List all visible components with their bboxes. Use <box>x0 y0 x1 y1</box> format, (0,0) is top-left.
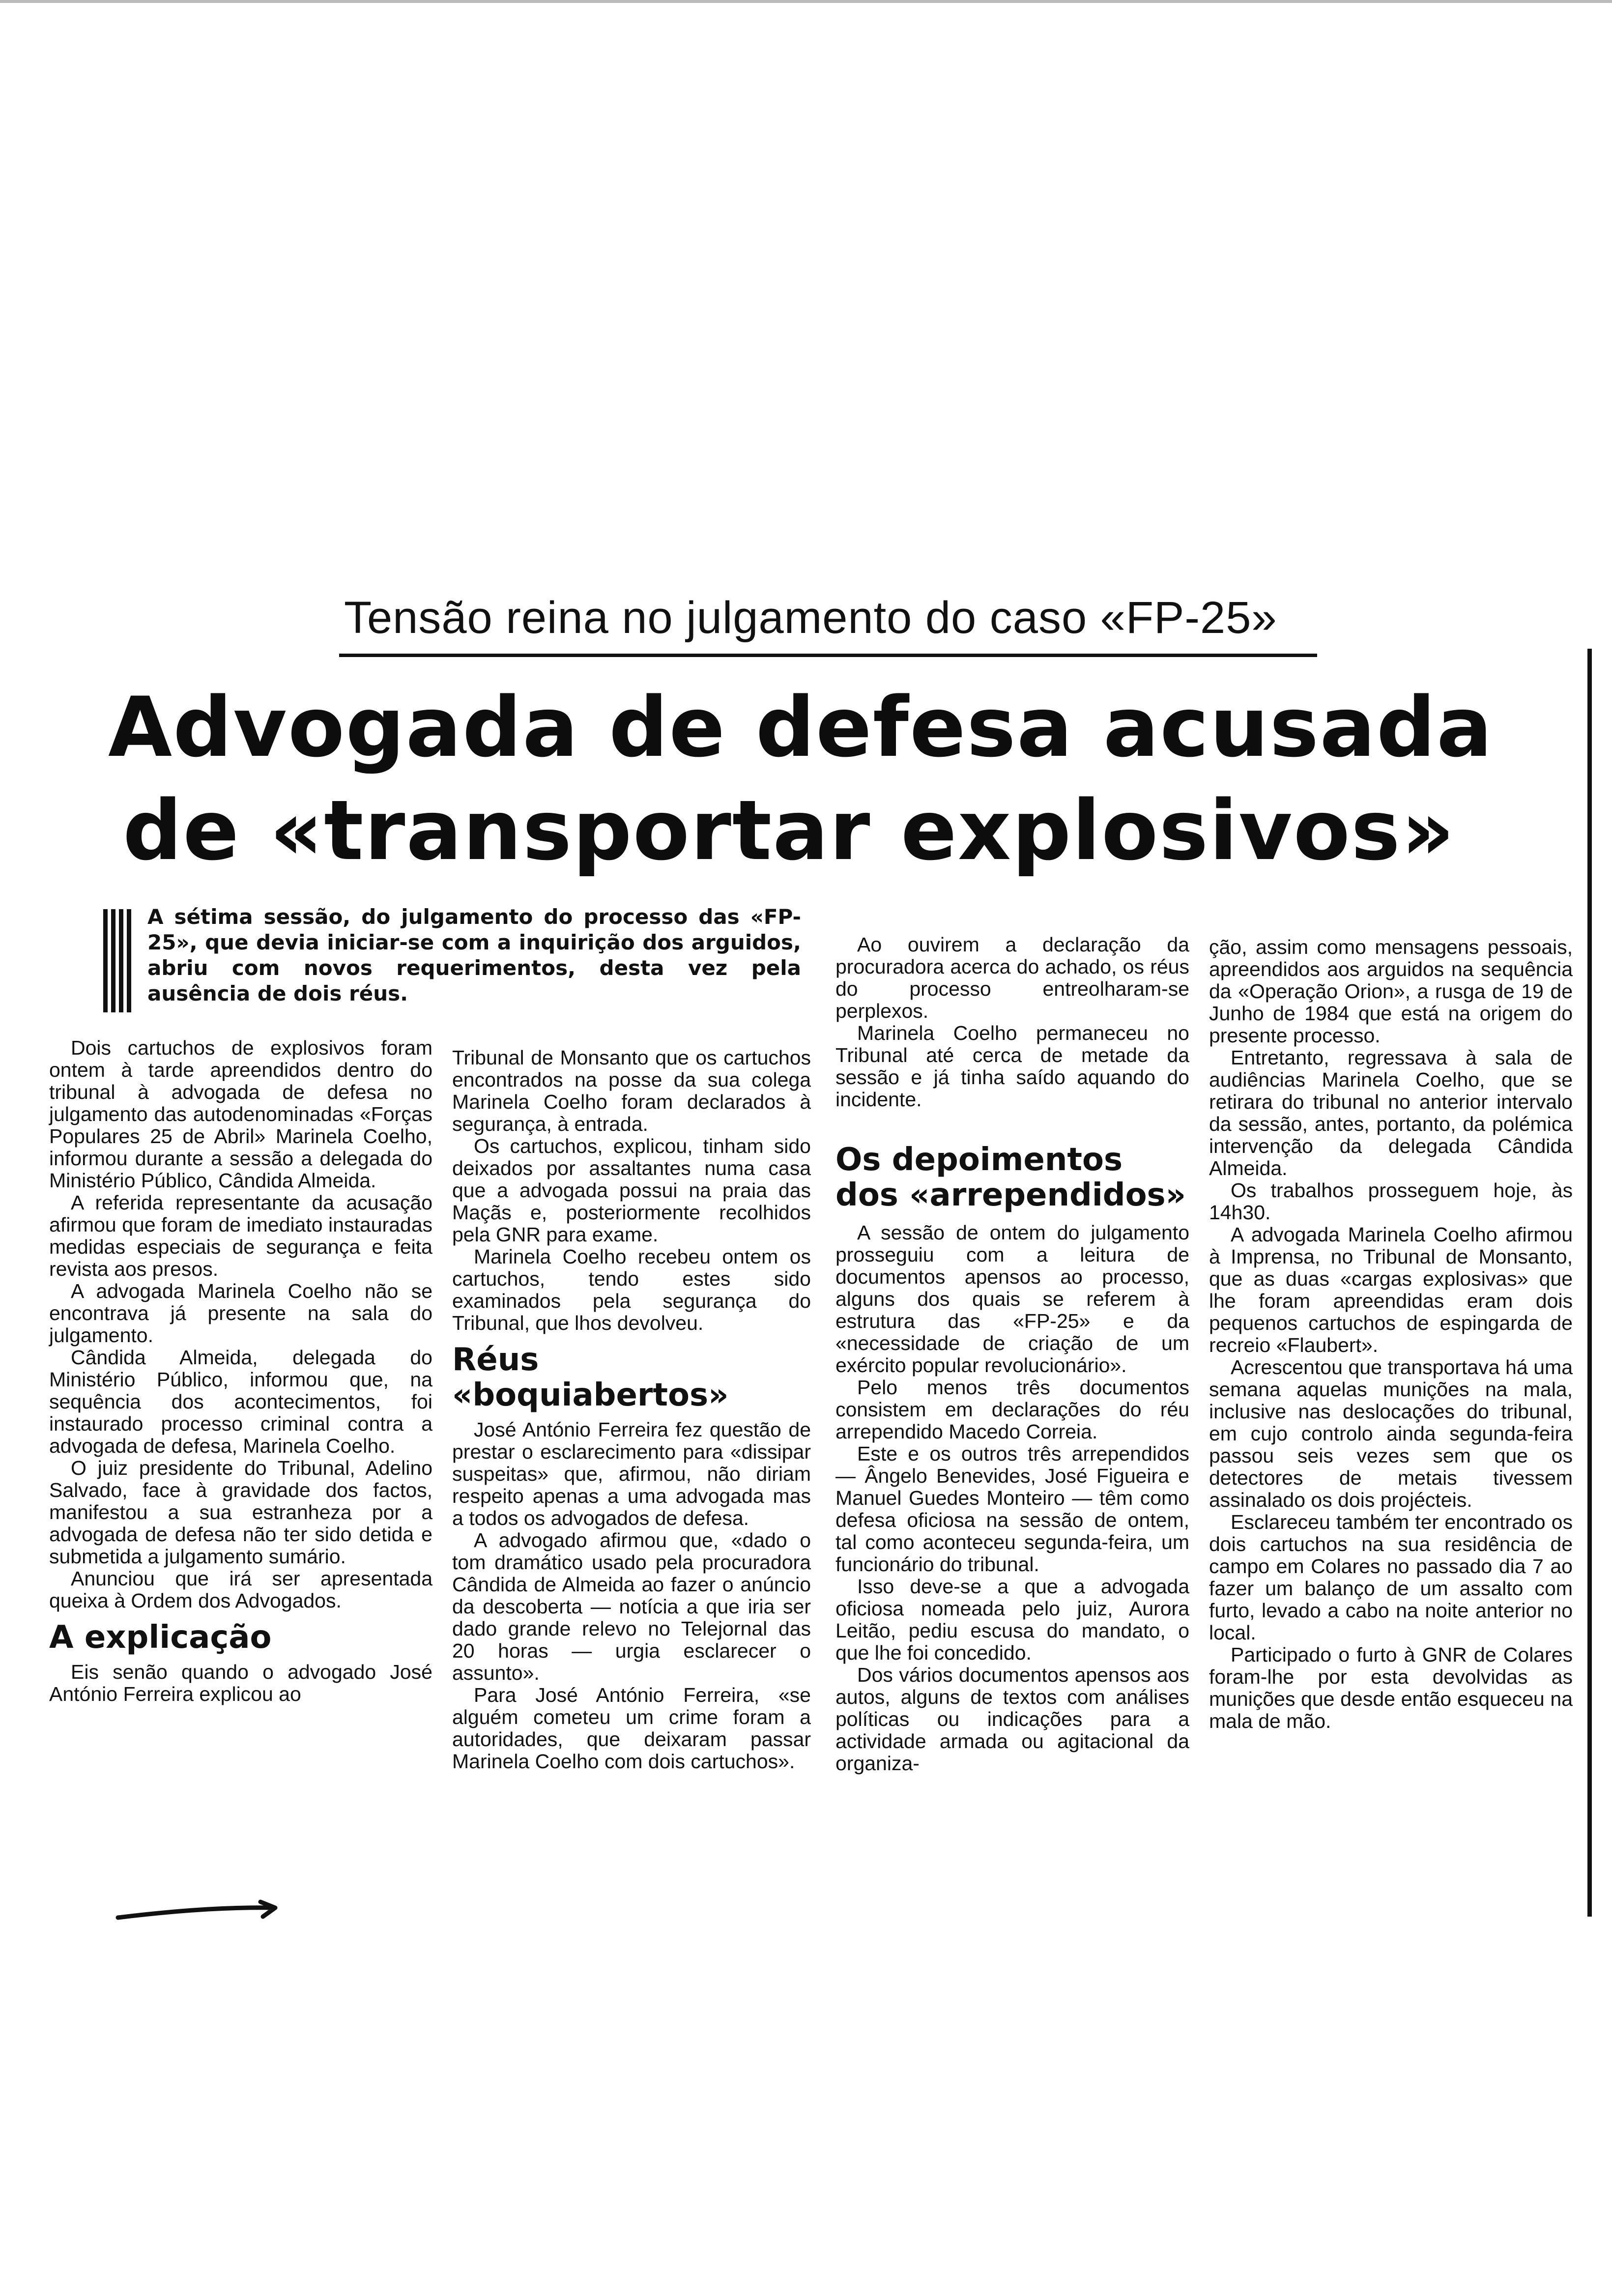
paragraph: Eis senão quando o advogado José António Ferreira explicou ao <box>49 1661 432 1705</box>
lead-marker-bars <box>103 909 133 1012</box>
paragraph: Para José António Ferreira, «se alguém cometeu um crime foram a autoridades, que deixaram passar Marinela Coelho com dois cartuchos». <box>452 1684 811 1773</box>
paragraph: Marinela Coelho permaneceu no Tribunal até cerca de metade da sessão e já tinha saído aquando do incidente. <box>835 1022 1189 1111</box>
paragraph: Anunciou que irá ser apresentada queixa à Ordem dos Advogados. <box>49 1567 432 1612</box>
column-2 <box>452 1047 811 1773</box>
clipping-edge-rule <box>1587 649 1592 1917</box>
paragraph: Participado o furto à GNR de Colares foram-lhe por esta devolvidas as munições que desde então esqueceu na mala de mão. <box>1209 1643 1573 1732</box>
headline <box>108 676 1563 882</box>
column-3 <box>835 934 1189 1775</box>
paragraph: Pelo menos três documentos consistem em declarações do réu arrependido Macedo Correia. <box>835 1376 1189 1443</box>
page-top-edge <box>0 0 1612 3</box>
lead-paragraph: A sétima sessão, do julgamento do processo das «FP-25», que devia iniciar-se com a inquirição dos arguidos, abriu com novos requerimentos, desta vez pela ausência de dois réus. <box>147 905 801 1005</box>
paragraph: Dois cartuchos de explosivos foram ontem à tarde apreendidos dentro do tribunal à advogada de defesa no julgamento das autodenominadas «Forças Populares 25 de Abril» Marinela Coelho, informou durante a sessão a delegada do Ministério Público, Cândida Almeida. <box>49 1036 432 1192</box>
paragraph: Marinela Coelho recebeu ontem os cartuchos, tendo estes sido examinados pela segurança do Tribunal, que lhos devolveu. <box>452 1245 811 1334</box>
paragraph: O juiz presidente do Tribunal, Adelino Salvado, face à gravidade dos factos, manifestou a sua estranheza por a advogada de defesa não ter sido detida e submetida a julgamento sumário. <box>49 1457 432 1568</box>
paragraph: A advogado afirmou que, «dado o tom dramático usado pela procuradora Cândida de Almeida ao fazer o anúncio da descoberta — notícia a que iria ser dado grande relevo no Telejornal das 20 horas — urgia esclarecer o assunto». <box>452 1529 811 1684</box>
paragraph: Cândida Almeida, delegada do Ministério Público, informou que, na sequência dos acontecimentos, foi instaurado processo criminal contra a advogada de defesa, Marinela Coelho. <box>49 1346 432 1457</box>
paragraph: A sessão de ontem do julgamento prosseguiu com a leitura de documentos apensos ao processo, alguns dos quais se referem à estrutura das «FP-25» e da «necessidade de criação de um exército popular revolucionário». <box>835 1221 1189 1377</box>
subhead-depoimentos: Os depoimentos dos «arrependidos» <box>835 1142 1186 1213</box>
paragraph: A referida representante da acusação afirmou que foram de imediato instauradas medidas especiais de segurança e feita revista aos presos. <box>49 1191 432 1280</box>
column-4 <box>1209 936 1573 1732</box>
paragraph: Dos vários documentos apensos aos autos, alguns de textos com análises políticas ou indicações para a actividade armada ou agitacional da organiza- <box>835 1664 1189 1775</box>
paragraph: Acrescentou que transportava há uma semana aquelas munições na mala, inclusive nas deslocações do tribunal, em cujo controlo ainda segunda-feira passou seis vezes sem que os detectores de metais tivessem assinalado os dois projécteis. <box>1209 1356 1573 1511</box>
continue-arrow-icon <box>113 1897 290 1926</box>
paragraph: ção, assim como mensagens pessoais, apreendidos aos arguidos na sequência da «Operação Orion», a rusga de 19 de Junho de 1984 que está na origem do presente processo. <box>1209 936 1573 1047</box>
paragraph: A advogada Marinela Coelho não se encontrava já presente na sala do julgamento. <box>49 1280 432 1347</box>
paragraph: Ao ouvirem a declaração da procuradora acerca do achado, os réus do processo entreolharam-se perplexos. <box>835 933 1189 1022</box>
paragraph: Entretanto, regressava à sala de audiências Marinela Coelho, que se retirara do tribunal no anterior intervalo da sessão, antes, portanto, da polémica intervenção da delegada Cândida Almeida. <box>1209 1046 1573 1179</box>
kicker-underline <box>339 654 1317 657</box>
paragraph: Este e os outros três arrependidos — Ângelo Benevides, José Figueira e Manuel Guedes Monteiro — têm como defesa oficiosa na sessão de ontem, tal como aconteceu segunda-feira, um funcionário do tribunal. <box>835 1442 1189 1576</box>
headline-line-1: Advogada de defesa acusada <box>108 679 1494 775</box>
subhead-reus-boquiabertos: Réus «boquiabertos» <box>452 1342 729 1413</box>
subhead-explicacao: A explicação <box>49 1619 272 1656</box>
paragraph: Os cartuchos, explicou, tinham sido deixados por assaltantes numa casa que a advogada possui na praia das Maçãs e, posteriormente recolhidos pela GNR para exame. <box>452 1135 811 1246</box>
paragraph: Isso deve-se a que a advogada oficiosa nomeada pelo juiz, Aurora Leitão, pediu escusa do mandato, o que lhe foi concedido. <box>835 1575 1189 1664</box>
column-1 <box>49 1037 432 1705</box>
paragraph: José António Ferreira fez questão de prestar o esclarecimento para «dissipar suspeitas» que, afirmou, não diriam respeito apenas a uma advogada mas a todos os advogados de defesa. <box>452 1418 811 1529</box>
paragraph: Esclareceu também ter encontrado os dois cartuchos na sua residência de campo em Colares no passado dia 7 ao fazer um balanço de um assalto com furto, levado a cabo na noite anterior no local. <box>1209 1511 1573 1644</box>
paragraph: Tribunal de Monsanto que os cartuchos encontrados na posse da sua colega Marinela Coelho foram declarados à segurança, à entrada. <box>452 1046 811 1135</box>
kicker-line: Tensão reina no julgamento do caso «FP-25» <box>344 593 1277 643</box>
paragraph: A advogada Marinela Coelho afirmou à Imprensa, no Tribunal de Monsanto, que as duas «cargas explosivas» que lhe foram apreendidas eram dois pequenos cartuchos de espingarda de recreio «Flaubert». <box>1209 1223 1573 1356</box>
headline-line-2: de «transportar explosivos» <box>123 782 1456 879</box>
paragraph: Os trabalhos prosseguem hoje, às 14h30. <box>1209 1179 1573 1224</box>
